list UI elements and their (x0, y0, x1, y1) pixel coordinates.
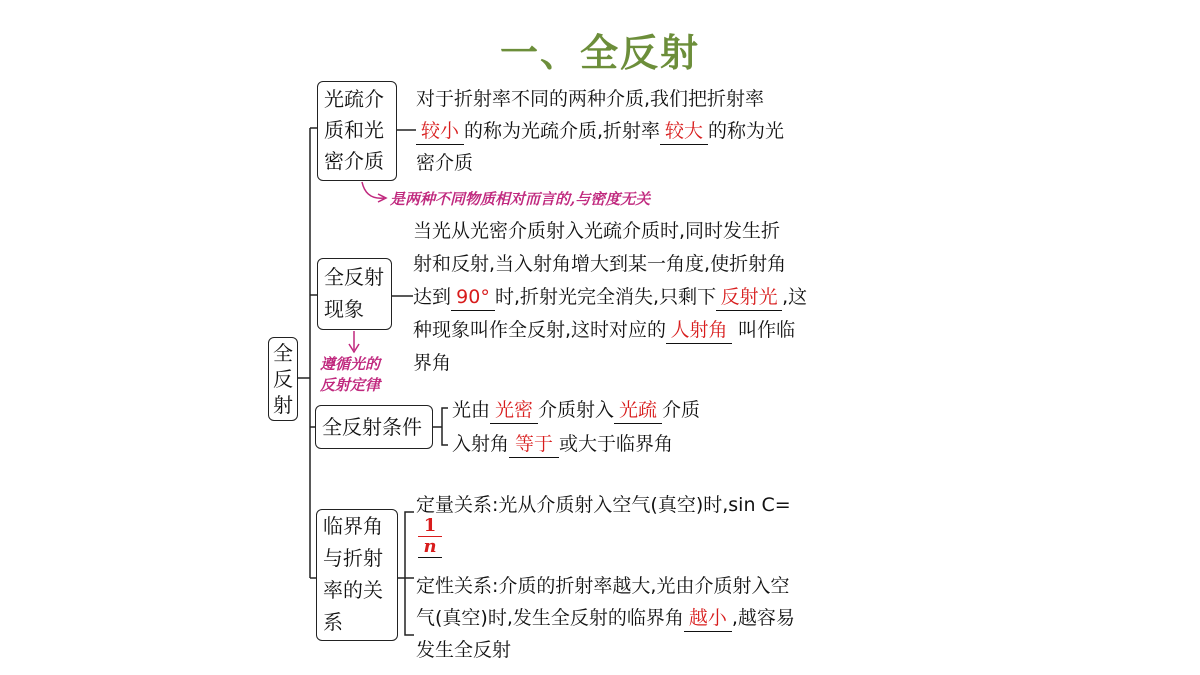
answer-blank: 人射角 (666, 317, 732, 344)
node-label-line: 质和光 (324, 118, 384, 142)
answer-blank: 较大 (660, 118, 708, 145)
phenomenon-line: 当光从光密介质射入光疏介质时,同时发生折 (413, 220, 781, 242)
fraction-denominator: n (423, 536, 437, 557)
note-line: 遵循光的 (320, 355, 381, 373)
annotation-note (320, 354, 380, 396)
node-critical-angle-relation (316, 509, 398, 641)
answer-blank: 较小 (416, 118, 464, 145)
qualitative-relation: 定性关系:介质的折射率越大,光由介质射入空 (416, 575, 790, 597)
answer-blank: 90° (451, 284, 495, 311)
text-span: 或大于临界角 (559, 433, 674, 455)
text-span: 种现象叫作全反射,这时对应的 (413, 319, 667, 341)
qualitative-relation: 发生全反射 (416, 639, 512, 661)
annotation-note: 是两种不同物质相对而言的,与密度无关 (390, 190, 651, 208)
text-span: 入射角 (452, 433, 510, 455)
page-title: 一、全反射 (499, 31, 700, 75)
node-label: 全反射条件 (322, 415, 422, 439)
node-label-line: 与折射 (323, 546, 383, 570)
quantitative-relation: 定量关系:光从介质射入空气(真空)时,sin C= (416, 494, 791, 516)
text-span: 的称为光疏介质,折射率 (464, 120, 661, 142)
text-span: 叫作临 (738, 319, 796, 341)
text-span: ,越容易 (731, 607, 795, 629)
phenomenon-line: 界角 (413, 352, 452, 374)
text-span: 的称为光 (708, 120, 785, 142)
phenomenon-line (413, 281, 807, 313)
node-label-line: 现象 (324, 297, 364, 321)
qualitative-relation (416, 602, 795, 634)
condition-line (452, 428, 673, 460)
answer-blank: 越小 (684, 605, 732, 632)
node-label-line: 全反射 (324, 265, 384, 289)
node-total-reflection-phenomenon (317, 258, 392, 330)
definition-line: 对于折射率不同的两种介质,我们把折射率 (416, 88, 765, 110)
text-span: ,这 (782, 286, 808, 308)
text-span: 达到 (413, 286, 452, 308)
root-label: 全反射 (273, 341, 293, 417)
definition-line: 密介质 (416, 152, 474, 174)
node-reflection-conditions (315, 405, 433, 449)
phenomenon-line: 射和反射,当入射角增大到某一角度,使折射角 (413, 253, 787, 275)
root-node-total-reflection (268, 337, 298, 421)
node-label-line: 密介质 (324, 149, 384, 173)
answer-blank: 等于 (509, 431, 559, 458)
phenomenon-line (413, 314, 795, 346)
text-span: 时,折射光完全消失,只剩下 (495, 286, 717, 308)
fraction-numerator: 1 (418, 516, 442, 537)
node-label-line: 系 (323, 610, 343, 634)
fraction-one-over-n (418, 516, 442, 558)
condition-line (452, 394, 700, 426)
answer-blank: 光疏 (614, 397, 662, 424)
answer-blank: 反射光 (716, 284, 782, 311)
definition-line (416, 115, 784, 147)
answer-blank: 光密 (490, 397, 538, 424)
node-label-line: 光疏介 (324, 87, 384, 111)
node-label-line: 临界角 (323, 514, 383, 538)
text-span: 介质 (662, 399, 701, 421)
text-span: 气(真空)时,发生全反射的临界角 (416, 607, 684, 629)
node-label-line: 率的关 (323, 578, 383, 602)
text-span: 介质射入 (538, 399, 615, 421)
text-span: 光由 (452, 399, 491, 421)
node-sparse-dense-media (317, 81, 397, 181)
note-line: 反射定律 (320, 376, 381, 394)
